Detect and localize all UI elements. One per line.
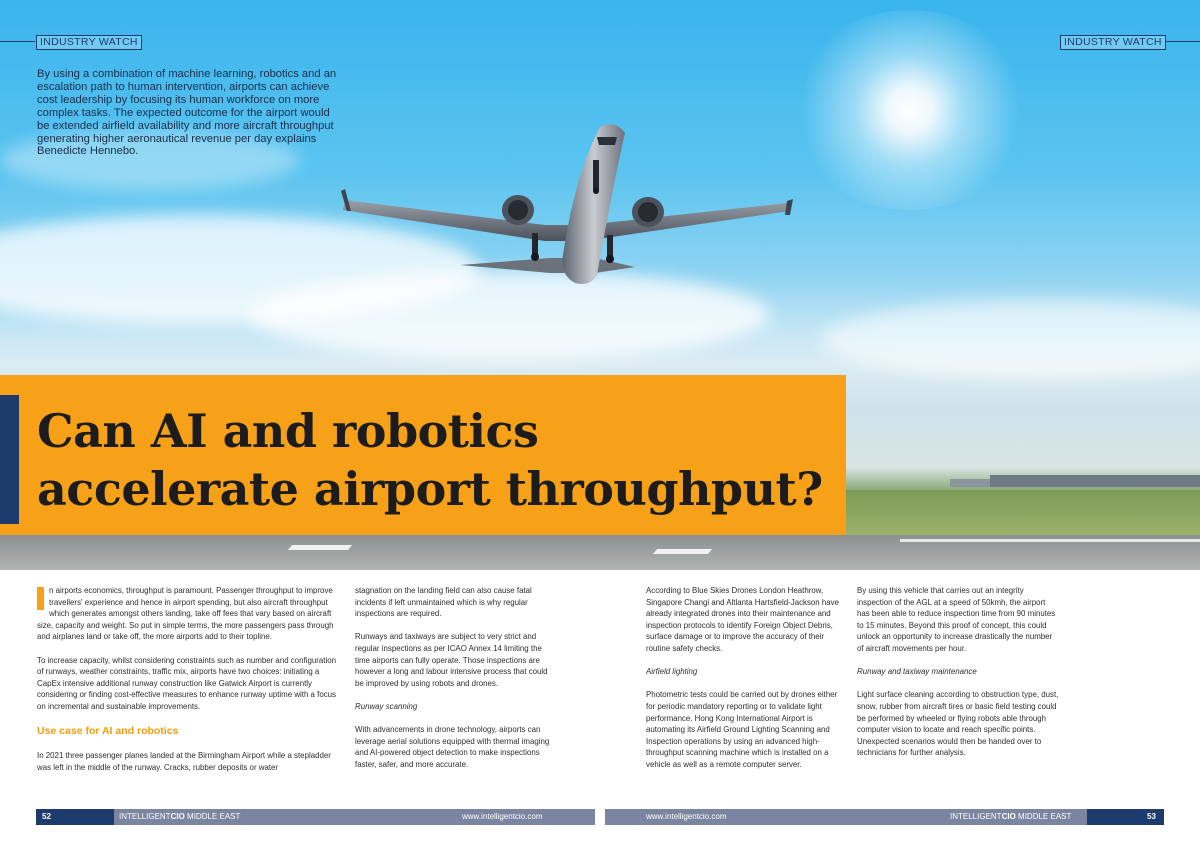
runway-marking bbox=[653, 549, 712, 554]
brand-prefix: INTELLIGENT bbox=[119, 812, 171, 821]
runway bbox=[0, 535, 1200, 570]
paragraph: To increase capacity, whilst considering constraints such as number and configuration of runways, weather constraints, traffic mix, airports have two choices: initiating a CapEx intensive additional runway construction like Gatwick Airport is currently considering or finding cost-effective measures to enhance runway uptime with a focus on incremental and sustainable improvements. bbox=[37, 655, 336, 711]
page-number-right bbox=[1087, 809, 1164, 825]
header-rule-left bbox=[0, 41, 35, 42]
grass-field bbox=[846, 490, 1200, 540]
footer-brand-right bbox=[950, 809, 1071, 825]
section-label-right: INDUSTRY WATCH bbox=[1060, 35, 1166, 50]
intro-standfirst: By using a combination of machine learning, robotics and an escalation path to human intervention, airports can achieve cost leadership by focusing its human workforce on more complex tasks. The expected outcome for the airport would be extended airfield availability and more aircraft throughput generating higher aeronautical revenue per day explains Benedicte Hennebo. bbox=[37, 68, 337, 158]
page-number-text: 53 bbox=[1147, 812, 1156, 821]
paragraph: Runways and taxiways are subject to very strict and regular inspections as per ICAO Annex 14 limiting the time airports can fully operate. Those inspections are however a long and labour intensive process that could be improved by using robots and drones. bbox=[355, 632, 548, 688]
section-label-left: INDUSTRY WATCH bbox=[36, 35, 142, 50]
footer-brand-left bbox=[119, 809, 240, 825]
brand-bold: CIO bbox=[1001, 812, 1016, 821]
subheading: Airfield lighting bbox=[646, 667, 698, 677]
airplane-photo bbox=[335, 115, 795, 290]
hangar bbox=[950, 479, 990, 487]
subheading: Runway and taxiway maintenance bbox=[857, 667, 977, 677]
article-column-3 bbox=[646, 585, 839, 782]
page-number-left bbox=[36, 809, 114, 825]
sun-glow bbox=[790, 10, 1030, 210]
brand-suffix: MIDDLE EAST bbox=[1015, 812, 1072, 821]
footer-bar-right bbox=[605, 809, 1087, 825]
brand-prefix: INTELLIGENT bbox=[950, 812, 1002, 821]
page-number-text: 52 bbox=[42, 812, 51, 821]
brand-suffix: MIDDLE EAST bbox=[184, 812, 241, 821]
article-column-4 bbox=[857, 585, 1059, 771]
hangar bbox=[990, 475, 1200, 487]
article-column-2 bbox=[355, 585, 550, 782]
runway-marking bbox=[288, 545, 352, 550]
footer-url-left[interactable]: www.intelligentcio.com bbox=[462, 812, 543, 821]
header-rule-right bbox=[1166, 41, 1200, 42]
paragraph: According to Blue Skies Drones London Heathrow, Singapore Changi and Altlanta Hartsfield-Jackson have already integrated drones into their maintenance and inspection protocols to identify Foreign Object Debris, surface damage or to improve the accuracy of their routine safety checks. bbox=[646, 586, 840, 653]
paragraph: By using this vehicle that carries out an integrity inspection of the AGL at a speed of 50kmh, the airport has been able to reduce inspection time from 90 minutes to 15 minutes. Beyond this proof of concept, this could unlock an opportunity to increase drastically the number of aircraft movements per hour. bbox=[857, 586, 1056, 653]
paragraph bbox=[37, 585, 337, 643]
page-title bbox=[37, 402, 837, 518]
footer-url-right[interactable]: www.intelligentcio.com bbox=[646, 812, 727, 821]
paragraph: With advancements in drone technology, airports can leverage aerial solutions equipped with thermal imaging and AI-powered object detection to make inspections faster, safer, and more accurate. bbox=[355, 725, 550, 769]
paragraph: Light surface cleaning according to obstruction type, dust, snow, rubber from aircraft tires or basic field testing could be performed by wheeled or flying robots able through computer vision to locate and reach specific points. Unexpected scenarios would then be handed over to technicians for further analysis. bbox=[857, 690, 1059, 758]
title-line-2: accelerate airport throughput? bbox=[37, 462, 823, 516]
runway-marking bbox=[900, 539, 1200, 542]
footer-bar-left bbox=[114, 809, 595, 825]
title-line-1: Can AI and robotics bbox=[37, 404, 539, 458]
title-banner-edge bbox=[0, 395, 19, 524]
paragraph: Photometric tests could be carried out by drones either for periodic mandatory reporting or to validate light performance. Hong Kong International Airport is automating its Airfield Ground Lighting Scanning and Inspection operations by using an advanced high-throughput scanning machine which is installed on a vehicle as well as a remote computer server. bbox=[646, 690, 838, 769]
paragraph-text: n airports economics, throughput is paramount. Passenger throughput to improve travellers' experience and hence in airport spending, but also aircraft throughput which generates amongst others landing, take off fees that vary based on aircraft size, capacity and weight. So put in simple terms, the more passengers pass through and airplanes land or take off, the more airports add to their topline. bbox=[37, 586, 334, 642]
brand-bold: CIO bbox=[170, 812, 185, 821]
drop-cap bbox=[37, 587, 44, 610]
paragraph: stagnation on the landing field can also cause fatal incidents if left unmaintained which is why regular inspections are required. bbox=[355, 586, 532, 619]
subheading: Runway scanning bbox=[355, 701, 418, 711]
article-column-1 bbox=[37, 585, 337, 785]
cloud bbox=[820, 300, 1200, 380]
section-heading: Use case for AI and robotics bbox=[37, 725, 179, 738]
paragraph: In 2021 three passenger planes landed at the Birmingham Airport while a stepladder was left in the middle of the runway. Cracks, rubber deposits or water bbox=[37, 751, 331, 772]
